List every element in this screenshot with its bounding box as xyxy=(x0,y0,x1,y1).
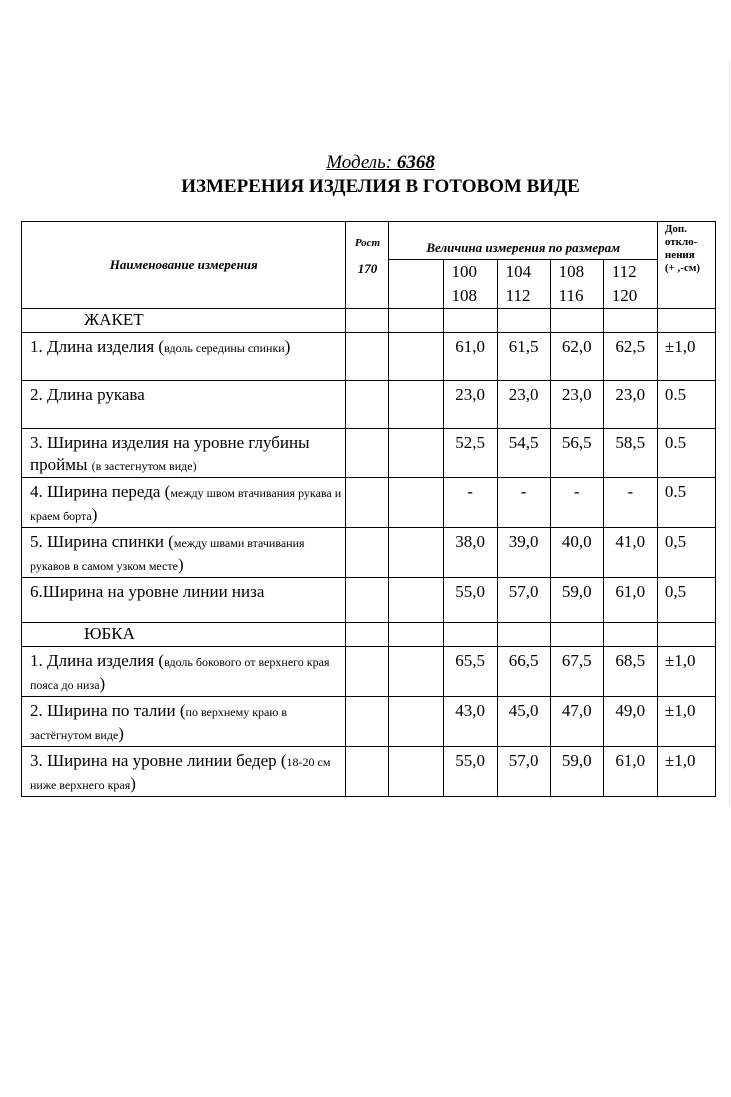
empty-cell xyxy=(443,623,497,647)
measurement-value: - xyxy=(443,478,497,528)
size-value: 116 xyxy=(558,286,584,305)
measurement-value: 59,0 xyxy=(550,578,603,623)
measurement-value: 58,5 xyxy=(603,429,657,478)
measurement-name-tail: ) xyxy=(130,774,136,793)
measurement-value: 23,0 xyxy=(550,381,603,429)
size-value: 120 xyxy=(611,286,638,305)
table-row xyxy=(22,381,716,429)
measurement-value: 45,0 xyxy=(497,697,550,747)
measurement-value: 56,5 xyxy=(550,429,603,478)
model-title xyxy=(0,152,731,174)
measurement-name xyxy=(22,647,346,697)
measurement-value: 61,0 xyxy=(603,747,657,797)
measurement-name-main: 4. Ширина переда ( xyxy=(30,482,171,501)
empty-cell xyxy=(346,647,389,697)
table-row xyxy=(22,528,716,578)
measurement-name-main: 3. Ширина на уровне линии бедер ( xyxy=(30,751,287,770)
empty-cell xyxy=(603,309,657,333)
measurement-value: 23,0 xyxy=(443,381,497,429)
empty-cell xyxy=(346,623,389,647)
size-value: 100 xyxy=(451,262,478,281)
measurement-value: 59,0 xyxy=(550,747,603,797)
section-title: ЮБКА xyxy=(22,623,346,647)
measurement-name xyxy=(22,478,346,528)
table-row xyxy=(22,747,716,797)
size-value: 108 xyxy=(451,286,478,305)
measurements-table xyxy=(21,221,716,797)
section-title: ЖАКЕТ xyxy=(22,309,346,333)
model-label: Модель: xyxy=(326,152,393,173)
measurement-name-small: (в застегнутом виде) xyxy=(91,459,197,473)
header-height-value: 170 xyxy=(357,261,378,276)
tolerance-value: 0.5 xyxy=(657,478,715,528)
tolerance-value: 0,5 xyxy=(657,528,715,578)
measurement-name-small: 18-20 см ниже верхнего края xyxy=(30,755,331,792)
measurement-value: 54,5 xyxy=(497,429,550,478)
measurement-value: - xyxy=(497,478,550,528)
measurement-value: 66,5 xyxy=(497,647,550,697)
measurement-value: 61,0 xyxy=(443,333,497,381)
header-tolerance-line: откло- xyxy=(664,236,698,248)
measurement-name-small: по верхнему краю в застёгнутом виде xyxy=(30,705,287,742)
header-tolerance-line: (+ ,-см) xyxy=(664,262,700,274)
table-row xyxy=(22,333,716,381)
empty-cell xyxy=(389,333,443,381)
document-subtitle: ИЗМЕРЕНИЯ ИЗДЕЛИЯ В ГОТОВОМ ВИДЕ xyxy=(181,176,580,197)
measurement-name-main: 2. Длина рукава xyxy=(30,385,145,404)
size-value: 108 xyxy=(558,262,585,281)
measurement-value: 23,0 xyxy=(603,381,657,429)
header-height xyxy=(346,222,389,309)
empty-cell xyxy=(389,429,443,478)
model-number: 6368 xyxy=(396,152,435,173)
measurement-name xyxy=(22,697,346,747)
measurement-name-tail: ) xyxy=(99,674,106,693)
empty-cell xyxy=(550,623,603,647)
empty-cell xyxy=(389,528,443,578)
empty-cell xyxy=(346,528,389,578)
measurement-value: 41,0 xyxy=(603,528,657,578)
measurement-value: - xyxy=(550,478,603,528)
table-row xyxy=(22,429,716,478)
empty-cell xyxy=(346,697,389,747)
size-value: 112 xyxy=(611,262,637,281)
measurement-name-small: вдоль бокового от верхнего края пояса до низа xyxy=(30,655,330,692)
table-row xyxy=(22,697,716,747)
empty-cell xyxy=(346,381,389,429)
measurement-name xyxy=(22,528,346,578)
measurement-value: 61,0 xyxy=(603,578,657,623)
measurement-name-main: 1. Длина изделия ( xyxy=(30,651,165,670)
empty-cell xyxy=(389,309,443,333)
measurement-value: 65,5 xyxy=(443,647,497,697)
empty-cell xyxy=(389,623,443,647)
measurement-name xyxy=(22,429,346,478)
empty-cell xyxy=(603,623,657,647)
measurement-name xyxy=(22,381,346,429)
measurement-name-main: 6.Ширина на уровне линии низа xyxy=(30,582,265,601)
measurement-value: 55,0 xyxy=(443,578,497,623)
measurement-value: 39,0 xyxy=(497,528,550,578)
header-measurement-name: Наименование измерения xyxy=(22,222,346,309)
empty-cell xyxy=(346,309,389,333)
tolerance-value: 0,5 xyxy=(657,578,715,623)
empty-cell xyxy=(389,578,443,623)
measurement-value: 49,0 xyxy=(603,697,657,747)
measurement-value: 52,5 xyxy=(443,429,497,478)
empty-cell xyxy=(550,309,603,333)
size-value: 112 xyxy=(505,286,531,305)
empty-cell xyxy=(389,747,443,797)
empty-cell xyxy=(389,697,443,747)
measurement-name xyxy=(22,333,346,381)
measurement-value: 57,0 xyxy=(497,747,550,797)
header-tolerance xyxy=(657,222,715,309)
empty-cell xyxy=(497,623,550,647)
size-header-cell xyxy=(550,260,603,309)
measurement-name-small: вдоль середины спинки xyxy=(164,341,285,355)
empty-cell xyxy=(346,578,389,623)
measurement-value: 68,5 xyxy=(603,647,657,697)
measurement-value: 40,0 xyxy=(550,528,603,578)
tolerance-value: ±1,0 xyxy=(657,647,715,697)
measurement-name-tail: ) xyxy=(177,555,184,574)
measurement-name-main: 1. Длина изделия ( xyxy=(30,337,165,356)
measurement-name-main: 5. Ширина спинки ( xyxy=(30,532,174,551)
measurement-value: 62,5 xyxy=(603,333,657,381)
header-sizes: Величина измерения по размерам xyxy=(389,222,657,260)
measurement-value: 38,0 xyxy=(443,528,497,578)
table-row xyxy=(22,647,716,697)
measurement-value: 62,0 xyxy=(550,333,603,381)
empty-cell xyxy=(389,260,443,309)
measurement-value: 43,0 xyxy=(443,697,497,747)
measurement-name xyxy=(22,747,346,797)
measurement-name-tail: ) xyxy=(284,337,291,356)
measurement-name-small: между швами втачивания рукавов в самом узком месте xyxy=(30,536,305,573)
table-row xyxy=(22,578,716,623)
measurement-value: 61,5 xyxy=(497,333,550,381)
tolerance-value: ±1,0 xyxy=(657,747,715,797)
tolerance-value: ±1,0 xyxy=(657,333,715,381)
measurement-name-main: 3. Ширина изделия на уровне глубины проймы xyxy=(30,433,310,474)
measurement-value: 47,0 xyxy=(550,697,603,747)
empty-cell xyxy=(346,429,389,478)
empty-cell xyxy=(346,478,389,528)
empty-cell xyxy=(497,309,550,333)
measurement-value: 55,0 xyxy=(443,747,497,797)
size-header-cell xyxy=(497,260,550,309)
empty-cell xyxy=(657,623,715,647)
tolerance-value: ±1,0 xyxy=(657,697,715,747)
empty-cell xyxy=(346,333,389,381)
measurement-value: 23,0 xyxy=(497,381,550,429)
empty-cell xyxy=(389,647,443,697)
empty-cell xyxy=(443,309,497,333)
measurement-value: - xyxy=(603,478,657,528)
measurement-name-main: 2. Ширина по талии ( xyxy=(30,701,186,720)
measurement-name-small: между швом втачивания рукава и краем борта xyxy=(30,486,342,523)
size-value: 104 xyxy=(505,262,532,281)
empty-cell xyxy=(346,747,389,797)
measurement-value: 57,0 xyxy=(497,578,550,623)
measurement-name xyxy=(22,578,346,623)
empty-cell xyxy=(657,309,715,333)
size-header-cell xyxy=(603,260,657,309)
measurement-name-tail: ) xyxy=(118,724,124,743)
header-height-label: Рост xyxy=(354,237,381,249)
size-header-cell xyxy=(443,260,497,309)
empty-cell xyxy=(389,381,443,429)
measurement-name-tail: ) xyxy=(91,505,98,524)
table-row xyxy=(22,478,716,528)
tolerance-value: 0.5 xyxy=(657,429,715,478)
tolerance-value: 0.5 xyxy=(657,381,715,429)
header-tolerance-line: нения xyxy=(664,249,695,261)
header-tolerance-line: Доп. xyxy=(664,223,688,235)
measurement-value: 67,5 xyxy=(550,647,603,697)
empty-cell xyxy=(389,478,443,528)
